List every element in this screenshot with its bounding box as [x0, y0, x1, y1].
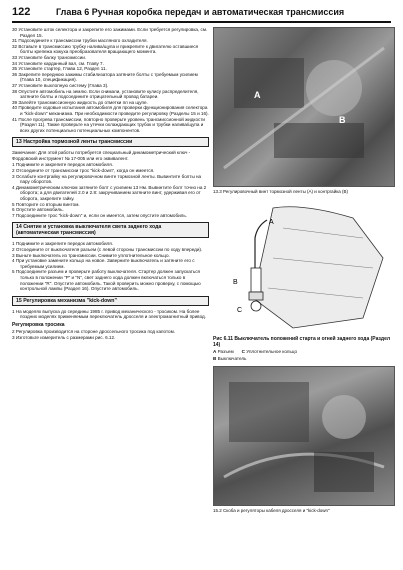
section-13-title: 13 Настройка тормозной ленты трансмиссии [12, 137, 209, 147]
step-text: 38 Опустите автомобиль на землю. Если снимали, установите кулису распределителя, затяните болты и подсоедините отрицательный провод батареи. [12, 88, 199, 100]
step-text: 31 Подсоедините к трансмиссии трубки масляного охладителя. [12, 38, 148, 44]
page-number: 122 [12, 6, 31, 18]
photo-throttle-cable [213, 366, 395, 506]
figure-legend-row2 [213, 356, 393, 362]
photo-illustration [214, 28, 394, 186]
section-15-subheading: Регулировка тросика [12, 321, 65, 328]
section-14-title: 14 Снятие и установка выключателя света заднего хода (автоматическая трансмиссия) [12, 222, 209, 238]
step-text: 30 Установите шток селектора и закрепите его зажимами. Если требуется регулировка, см. Раздел 15. [12, 27, 208, 38]
section-15-title: 15 Регулировка механизма "kick-down" [12, 296, 209, 306]
step-text: 3 Выньте выключатель из трансмиссии. Снимите уплотнительное кольцо. [12, 252, 170, 258]
photo-caption-13-3: 13.3 Регулировочный винт тормозной ленты (A) и контргайка (B) [213, 189, 349, 194]
figure-6-11-caption: Рис 6.11 Выключатель положений старта и огней заднего хода (Раздел 14) [213, 336, 391, 349]
svg-text:A: A [254, 90, 261, 100]
legend-b: B Выключатель [213, 356, 247, 361]
section-13-note: Замечание: Для этой работы потребуется специальный динамометрический ключ - Фордовский инструмент № 17-005 или его эквивалент. [12, 150, 191, 161]
step-text: 2 Отсоедините от выключателя разъем (с левой стороны трансмиссии по ходу впереди). [12, 247, 203, 252]
header-rule [12, 21, 391, 23]
section-15-sub-steps [12, 329, 209, 340]
step-text: 36 Закрепите переднюю зажимы стабилизатора затяните болты с требуемым усилием (Глава 10, спецификация). [12, 71, 198, 83]
page-header [12, 6, 393, 20]
legend-a: A Разъем [213, 349, 234, 355]
step-text: 3 Изготовьте измеритель с размерами рис. 6.12. [12, 334, 116, 340]
step-text: 33 Установите балку трансмиссии. [12, 54, 87, 60]
svg-text:C: C [237, 307, 243, 315]
step-text: 35 Установите стартер, Глава 12, Раздел 11. [12, 66, 107, 72]
photo-illustration-2 [214, 367, 394, 505]
step-text: 41 После прогрева трансмиссии, повторно проверьте уровень трансмиссионной жидкости (Раздел 11). Также проверьте на утечки охлаждающих трубок и трубки налива/щупа и всех других потенциально потенциальных компонентов. [12, 116, 205, 133]
step-text: 3 Ослабьте контргайку на регулировочном винте тормозной ленты. Вывинтите болты на пару оборотов. [12, 173, 202, 185]
section-15-steps [12, 309, 209, 320]
photo-caption-15-2: 15.2 Скоба и регуляторы кабеля дросселя и "kick-down" [213, 507, 330, 513]
step-text: 34 Установите карданный вал, см. Главу 7. [12, 60, 104, 66]
photo-brake-band-screw [213, 27, 395, 187]
step-text: 1 Поднимите и закрепите передок автомобиля. [12, 241, 113, 247]
svg-text:A: A [269, 219, 274, 227]
step-text: 37 Установите выхлопную систему (Глава 3). [12, 82, 109, 88]
step-text: 40 Проведите ходовые испытания автомобиля для проверки функционирования селектора и "kick-down" механизма. При необходимости проведите регулировку (Разделы 15 и 16). [12, 105, 209, 116]
step-text: 32 Вставьте в трансмиссию трубку налива/щупа и прикрепите к двигателю оставшиеся болты крепежа кожуха преобразователя вращающего момента. [12, 43, 199, 55]
step-text: 4 При установке замените кольцо на новое. Заверните выключатель и затяните его с требуемым усилием. [12, 258, 195, 269]
right-column [213, 27, 393, 517]
chapter-title: Глава 6 Ручная коробка передач и автоматическая трансмиссия [56, 7, 345, 17]
step-text: 6 Опустите автомобиль. [12, 207, 64, 213]
section-13-steps [12, 162, 209, 218]
figure-6-11-diagram [213, 198, 393, 334]
step-text: 7 Подсоедините трос "kick-down" и, если он имеется, затем опустите автомобиль. [12, 212, 188, 218]
step-text: 1 Поднимите и закрепите передок автомобиля. [12, 162, 113, 168]
steps-top [12, 27, 209, 133]
step-text: 4 Динамометрическим ключом затяните болт с усилием 13 Нм. Вывинтите болт точно на 2 оборота; а для двигателей 2.0 и 2.8: закручиванием затяните винт, удерживая его от оборота, закрепите гайку. [12, 184, 207, 202]
step-text: 1 На моделях выпуска до середины 1985 г. привод механического - тросиком. На более поздних моделях применяемым переключатель дросселя и электромагнитный привод. [12, 308, 206, 320]
svg-text:B: B [339, 115, 346, 125]
section-14-steps [12, 241, 209, 291]
legend-c: C Уплотнительное кольцо [241, 349, 298, 355]
step-text: 5 Повторите со вторым винтом. [12, 201, 80, 207]
left-column [12, 27, 209, 340]
switch-diagram [213, 198, 393, 334]
step-text: 5 Подсоедините разъем и проверьте работу выключателя. Стартер должен запускаться только в положении "P" и "N", свет заднего хода должен включаться только в положении "R". Опустите автомобиль. Такой проверить можно проверку, с помощью контрольной лампы (Раздел 16). Опустите автомобиль. [12, 269, 201, 292]
svg-text:B: B [233, 279, 238, 287]
figure-legend [213, 349, 393, 355]
step-text: 2 Отсоедините от трансмиссии трос "kick-down", когда он имеется. [12, 168, 155, 174]
step-text: 2 Регулировка производится на стороне дроссельного тросика под капотом. [12, 328, 176, 334]
step-text: 39 Залейте трансмиссионную жидкость до отметки пл на щупе. [12, 99, 148, 105]
